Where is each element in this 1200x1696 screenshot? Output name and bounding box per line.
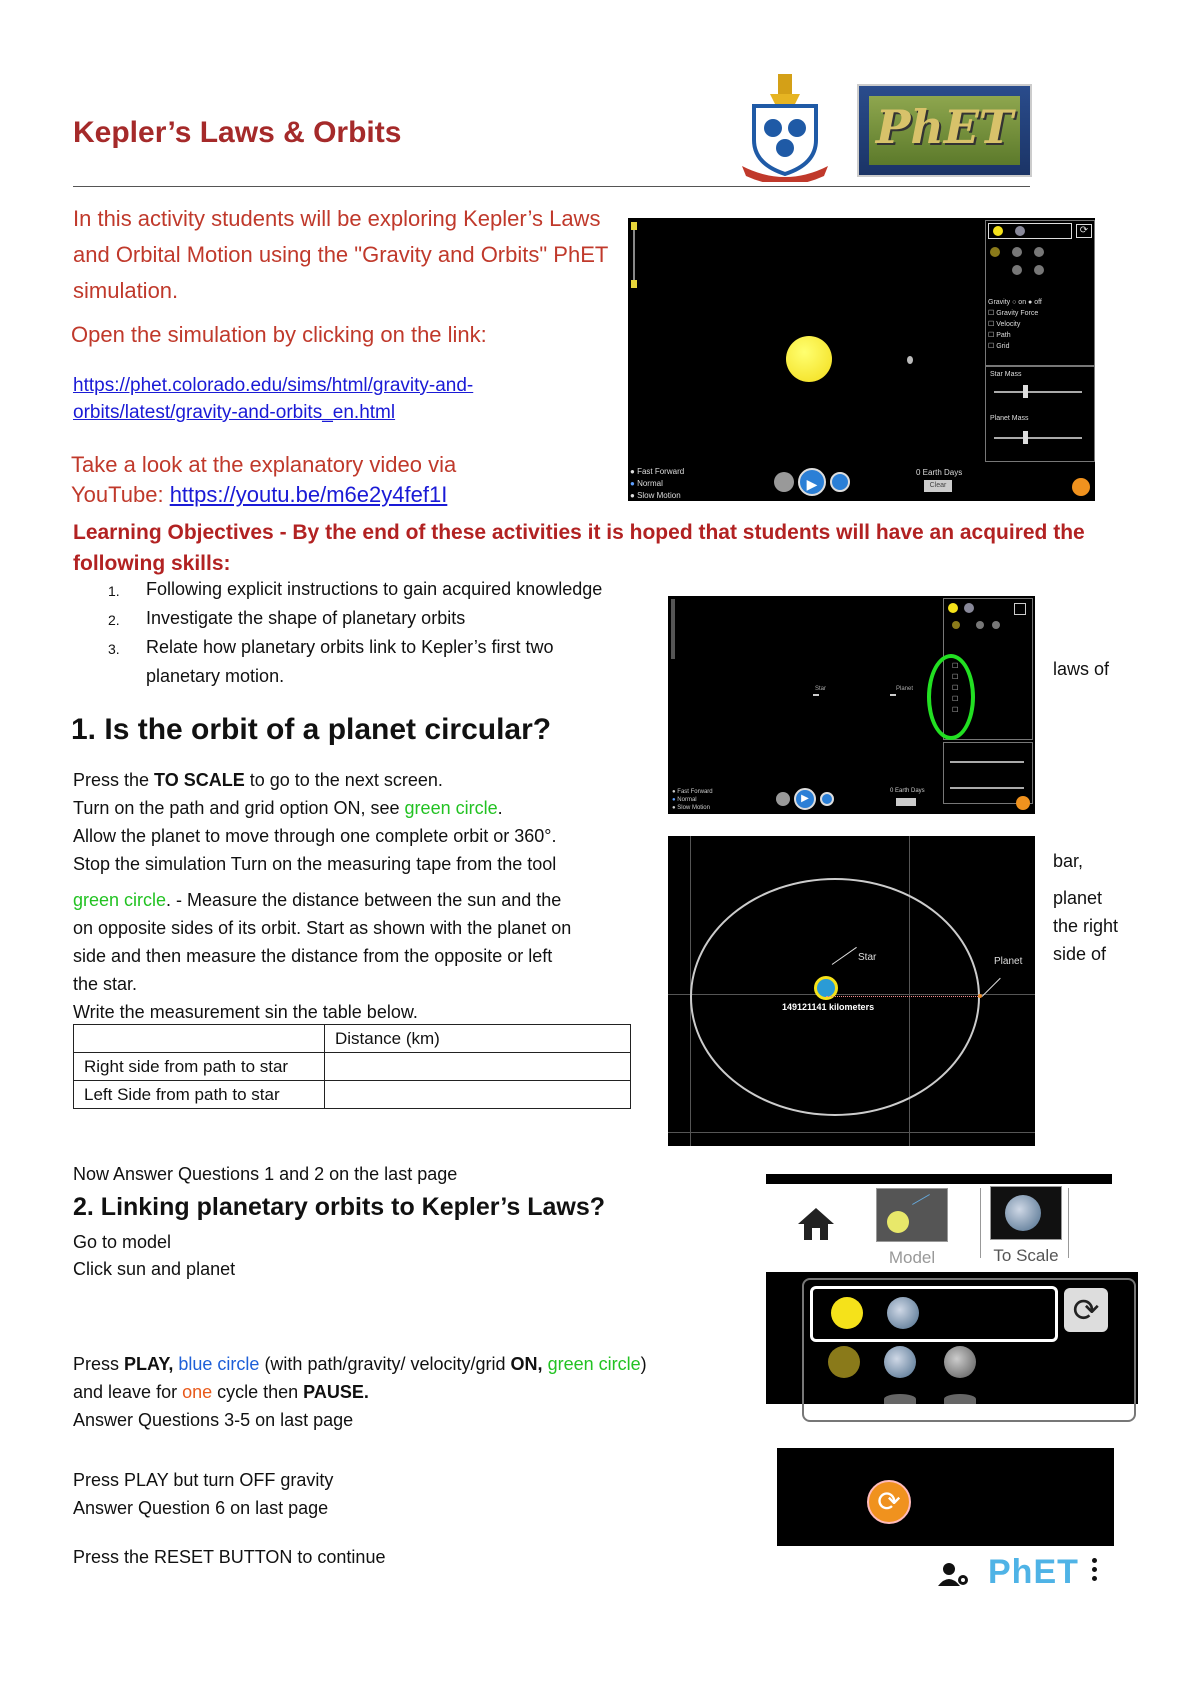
table-row <box>74 1081 631 1109</box>
step-measure: green circle. - Measure the distance between the sun and the <box>73 890 562 910</box>
objectives-heading: Learning Objectives - By the end of these activities it is hoped that students will have an acquired the following skills: <box>73 521 1085 575</box>
model-thumbnail-icon <box>876 1188 948 1242</box>
planet-label: Planet <box>896 686 914 692</box>
open-instructions: Open the simulation by clicking on the link: <box>71 322 487 347</box>
step-stop: Stop the simulation Turn on the measuring tape from the tool <box>73 854 557 874</box>
body-selector-closeup <box>766 1272 1138 1404</box>
step-path-grid: Turn on the path and grid option ON, see green circle. <box>73 798 503 818</box>
planet-mass-label: Planet Mass <box>990 415 1029 422</box>
to-scale-screen-tab[interactable] <box>986 1186 1066 1272</box>
preset-grid[interactable] <box>990 245 1050 285</box>
side-text-planet: planet <box>1053 888 1103 908</box>
step-back-button[interactable] <box>774 472 794 492</box>
table-cell[interactable] <box>325 1053 631 1081</box>
header-divider <box>73 186 1030 187</box>
sim-screenshot-orbit <box>668 836 1035 1146</box>
reset-instructions: Press the RESET BUTTON to continue <box>73 1547 386 1567</box>
page-title: Kepler’s Laws & Orbits <box>73 116 402 149</box>
clear-button[interactable]: Clear <box>924 480 952 492</box>
video-text <box>71 450 631 510</box>
check-gravity-force[interactable]: ☐ Gravity Force <box>988 310 1039 317</box>
step-to-scale: Press the TO SCALE to go to the next screen. <box>73 770 443 790</box>
answer-6: Answer Question 6 on last page <box>73 1498 329 1518</box>
reset-button-closeup <box>777 1448 1114 1546</box>
earth-days-readout-2: 0 Earth Days <box>890 788 925 794</box>
list-item: 3. Relate how planetary orbits link to Kepler’s first two <box>108 637 554 657</box>
leave-cycle-line: and leave for one cycle then PAUSE. <box>73 1382 369 1402</box>
dim-earth-icon[interactable] <box>884 1346 916 1378</box>
step-star: the star. <box>73 974 138 994</box>
user-settings-icon[interactable] <box>938 1562 970 1588</box>
video-link[interactable]: https://youtu.be/m6e2y4fef1I <box>169 482 448 507</box>
mass-panel <box>985 366 1095 462</box>
reset-all-button[interactable] <box>1072 478 1090 496</box>
phet-footer-logo: PhET <box>988 1553 1079 1591</box>
table-row <box>74 1053 631 1081</box>
check-path[interactable]: ☐ Path <box>988 332 1011 339</box>
list-item-cont: planetary motion. <box>146 666 285 686</box>
check-velocity[interactable]: ☐ Velocity <box>988 321 1021 328</box>
list-item: 2. Investigate the shape of planetary orbits <box>108 608 466 628</box>
more-options-icon[interactable] <box>1092 1558 1098 1586</box>
step-write: Write the measurement sin the table below. <box>73 1002 418 1022</box>
sim-screenshot-overview <box>628 218 1095 501</box>
nav-bar-divider <box>766 1174 1112 1184</box>
section1-instructions <box>73 766 663 1026</box>
play-button[interactable]: ▶ <box>798 468 826 496</box>
goto-instructions <box>73 1229 235 1283</box>
side-text-bar: bar, <box>1053 851 1084 871</box>
click-sun-planet: Click sun and planet <box>73 1259 236 1279</box>
play-button-2[interactable]: ▶ <box>794 788 816 810</box>
dim-sun-icon[interactable] <box>828 1346 860 1378</box>
to-scale-tab-label: To Scale <box>993 1246 1059 1265</box>
planet-body[interactable] <box>907 356 913 364</box>
moon-icon[interactable] <box>944 1346 976 1378</box>
gravity-toggle[interactable]: Gravity ○ on ● off <box>988 299 1042 306</box>
star-mass-slider[interactable] <box>994 391 1082 393</box>
side-text-right: the right <box>1053 916 1119 936</box>
distance-table <box>73 1024 631 1109</box>
table-cell[interactable] <box>325 1081 631 1109</box>
answer-3-5: Answer Questions 3-5 on last page <box>73 1410 354 1430</box>
table-header-cell <box>74 1025 325 1053</box>
highlight-green-circle <box>927 654 975 740</box>
to-scale-thumbnail-icon <box>990 1186 1062 1240</box>
table-header-row <box>74 1025 631 1053</box>
objectives-list <box>108 576 668 690</box>
reset-bodies-icon[interactable]: ⟳ <box>1064 1288 1108 1332</box>
reset-all-icon[interactable]: ⟳ <box>867 1480 911 1524</box>
model-screen-tab[interactable] <box>876 1188 948 1272</box>
table-cell: Right side from path to star <box>74 1053 325 1081</box>
side-text-sideof: side of <box>1053 944 1107 964</box>
sim-screenshot-toscale: Star Planet ☐ ☐ ☐ ☐ ☐ ● Fast Forward ● Normal ● Slow Motion ▶ 0 Earth Days <box>668 596 1035 814</box>
step-left: side and then measure the distance from the opposite or left <box>73 946 553 966</box>
control-panel-2: ☐ ☐ ☐ ☐ ☐ <box>943 598 1033 740</box>
star-label-3: Star <box>858 952 877 963</box>
planet-label-3: Planet <box>994 956 1023 967</box>
press-play-line: Press PLAY, blue circle (with path/gravity/ velocity/grid ON, green circle) <box>73 1354 647 1374</box>
step-orbit: Allow the planet to move through one complete orbit or 360°. <box>73 826 557 846</box>
now-answer-text: Now Answer Questions 1 and 2 on the last page <box>73 1164 458 1184</box>
sim-link[interactable] <box>73 372 593 426</box>
earth-icon <box>887 1297 919 1329</box>
section2-heading: 2. Linking planetary orbits to Kepler’s Laws? <box>73 1193 606 1221</box>
sim-url-line2[interactable]: orbits/latest/gravity-and-orbits_en.html <box>73 402 396 423</box>
goto-model: Go to model <box>73 1232 172 1252</box>
play-instructions <box>73 1350 753 1434</box>
play-gravity-off: Press PLAY but turn OFF gravity <box>73 1470 334 1490</box>
list-item: 1. Following explicit instructions to gain acquired knowledge <box>108 579 603 599</box>
measuring-tape[interactable] <box>826 996 978 998</box>
video-line1: Take a look at the explanatory video via <box>71 452 457 477</box>
table-cell: Left Side from path to star <box>74 1081 325 1109</box>
zoom-slider <box>631 222 639 288</box>
home-icon[interactable] <box>796 1206 836 1242</box>
step-forward-button[interactable] <box>830 472 850 492</box>
planet-body-3[interactable] <box>978 994 982 998</box>
school-crest-logo <box>740 70 830 182</box>
sim-url-line1[interactable]: https://phet.colorado.edu/sims/html/gravity-and- <box>73 375 474 396</box>
step-opposite: on opposite sides of its orbit. Start as shown with the planet on <box>73 918 572 938</box>
sun-body[interactable] <box>786 336 832 382</box>
measure-readout: 149121141 kilometers <box>782 1002 875 1012</box>
intro-text: In this activity students will be exploring Kepler’s Laws and Orbital Motion using the "Gravity and Orbits" PhET simulation. <box>73 206 608 303</box>
model-tab-label: Model <box>888 1248 936 1267</box>
section1-heading: 1. Is the orbit of a planet circular? <box>71 713 552 746</box>
laws-of-text: laws of <box>1053 659 1110 679</box>
reset-icon[interactable]: ⟳ <box>1076 224 1092 238</box>
planet-mass-slider[interactable] <box>994 437 1082 439</box>
phet-logo: PhET <box>857 84 1032 177</box>
check-grid[interactable]: ☐ Grid <box>988 343 1010 350</box>
table-header-cell: Distance (km) <box>325 1025 631 1053</box>
star-mass-label: Star Mass <box>990 371 1022 378</box>
earth-days-readout: 0 Earth Days <box>916 468 963 477</box>
star-label: Star <box>815 686 827 692</box>
body-selector[interactable] <box>988 223 1072 239</box>
speed-options[interactable]: ● Fast Forward ● Normal ● Slow Motion <box>630 467 685 500</box>
control-panel <box>985 220 1095 366</box>
selected-bodies-button[interactable] <box>810 1286 1058 1342</box>
video-prefix: YouTube: <box>71 482 170 507</box>
sun-icon <box>831 1297 863 1329</box>
gravity-off-instructions <box>73 1466 333 1522</box>
